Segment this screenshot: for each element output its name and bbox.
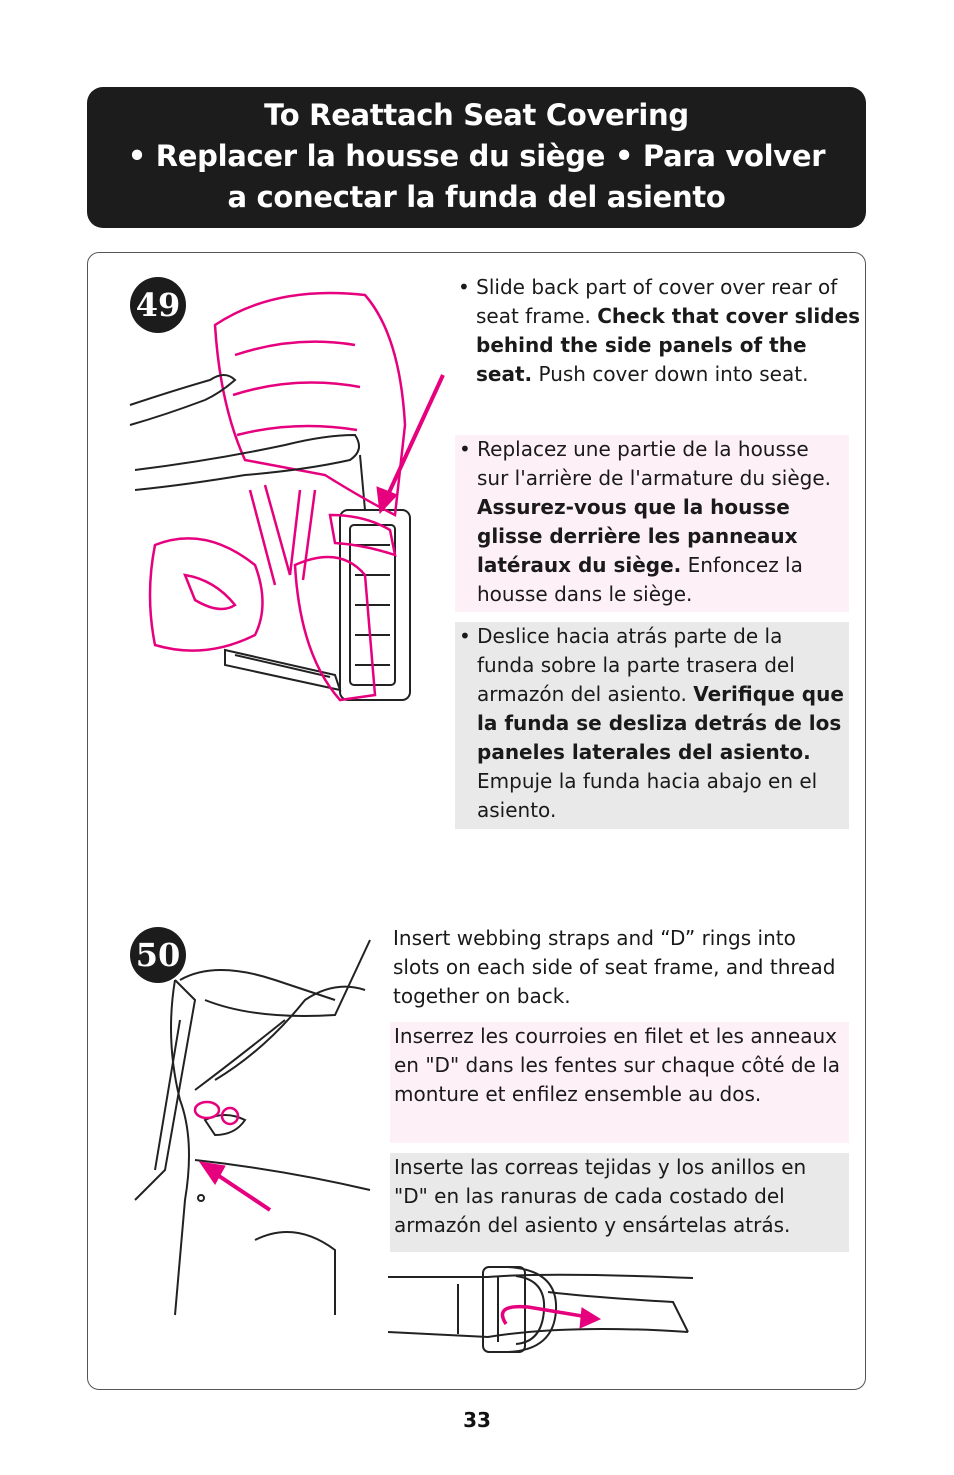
step-49-spanish-text — [455, 622, 849, 829]
step-50-spanish-text: Inserte las correas tejidas y los anillos en "D" en las ranuras de cada costado del armazón del asiento y ensártelas atrás. — [390, 1153, 849, 1252]
step-49-french-text — [455, 435, 849, 612]
section-title-banner — [87, 87, 866, 228]
step-49-fr-part1: • Replacez une partie de la housse sur l'arrière de l'armature du siège. — [459, 437, 831, 490]
page-number: 33 — [463, 1408, 491, 1432]
step-50-badge: 50 — [130, 927, 186, 983]
step-49-en-part1: • Slide back part of cover over rear of seat frame. — [458, 275, 838, 328]
title-line-2: • Replacer la housse du siège • Para volver — [127, 139, 826, 173]
step-50-english-text: Insert webbing straps and “D” rings into slots on each side of seat frame, and thread together on back. — [393, 926, 836, 1008]
step-49-fr-part2: Enfoncez la housse dans le siège. — [477, 553, 803, 606]
step-50-french-text: Inserrez les courroies en filet et les anneaux en "D" dans les fentes sur chaque côté de la monture et enfilez ensemble au dos. — [390, 1022, 849, 1143]
step-49-en-part2: Push cover down into seat. — [532, 362, 809, 386]
title-line-1: To Reattach Seat Covering — [264, 98, 689, 132]
step-49-en-bold: Check that cover slides behind the side panels of the seat. — [476, 304, 861, 386]
strap-insertion-illustration — [135, 940, 375, 1320]
title-line-3: a conectar la funda del asiento — [227, 180, 726, 214]
step-49-english-text — [458, 273, 864, 389]
step-49-fr-bold: Assurez-vous que la housse glisse derrière les panneaux latéraux du siège. — [477, 495, 798, 577]
step-49-es-part2: Empuje la funda hacia abajo en el asiento. — [477, 769, 818, 822]
step-49-es-bold: Verifique que la funda se desliza detrás de los paneles laterales del asiento. — [477, 682, 844, 764]
d-ring-strap-illustration — [388, 1262, 698, 1367]
seat-cover-illustration — [125, 275, 445, 715]
step-49-es-part1: • Deslice hacia atrás parte de la funda sobre la parte trasera del armazón del asiento. — [459, 624, 795, 706]
step-49-badge: 49 — [130, 277, 186, 333]
